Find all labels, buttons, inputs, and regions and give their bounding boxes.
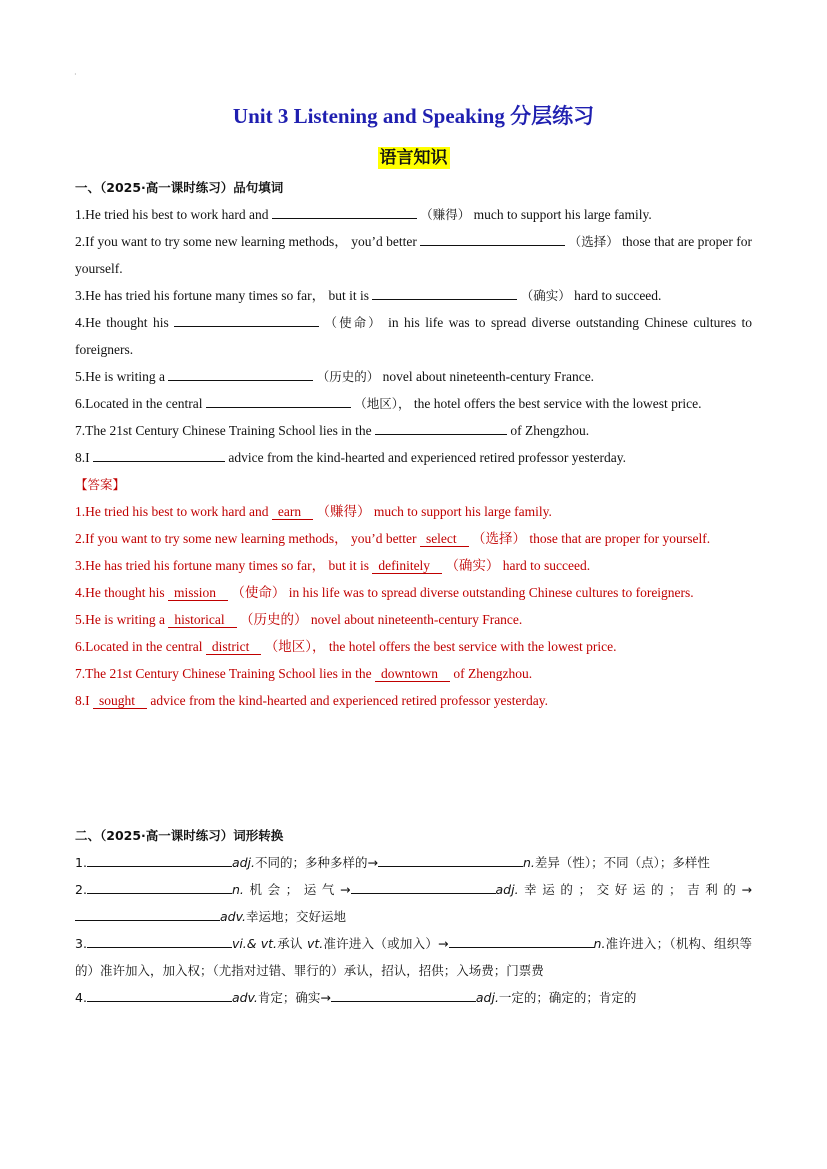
answer-text: （地区）， the hotel offers the best service with the lowest price. xyxy=(261,639,617,654)
section-1-heading: 一、（2025·高一课时练习）品句填词 xyxy=(75,180,284,195)
part-of-speech: n. xyxy=(522,855,535,870)
answer-word: downtown xyxy=(375,667,450,682)
definition: 一定的；确定的；肯定的 xyxy=(498,990,637,1005)
definition: 差异（性）；不同（点）；多样性 xyxy=(534,855,710,870)
answer-blank[interactable] xyxy=(372,285,517,300)
answer-word: mission xyxy=(168,586,228,601)
question-text: 7.The 21st Century Chinese Training School lies in the xyxy=(75,423,375,438)
answer-blank[interactable] xyxy=(272,204,417,219)
question-item xyxy=(75,390,752,417)
answer-blank[interactable] xyxy=(75,906,220,921)
question-item xyxy=(75,228,752,282)
answer-text: 2.If you want to try some new learning methods， you’d better xyxy=(75,531,420,546)
item-number: 4. xyxy=(75,990,87,1005)
definition: 不同的；多种多样的→ xyxy=(254,855,378,870)
question-text: in his life was to spread diverse outstanding Chinese cultures to foreigners. xyxy=(75,315,752,357)
page-title: Unit 3 Listening and Speaking 分层练习 xyxy=(232,104,595,128)
part-of-speech: adv. xyxy=(220,909,246,924)
word-form-item xyxy=(75,876,752,930)
answer-text: 4.He thought his xyxy=(75,585,168,600)
answer-word: district xyxy=(206,640,262,655)
answer-blank[interactable] xyxy=(87,852,232,867)
answer-blank[interactable] xyxy=(449,933,594,948)
question-item xyxy=(75,363,752,390)
answer-word: historical xyxy=(168,613,236,628)
part-of-speech: adj. xyxy=(231,855,255,870)
answer-blank[interactable] xyxy=(87,879,232,894)
question-text: 1.He tried his best to work hard and xyxy=(75,207,272,222)
definition: 准许进入（或加入）→ xyxy=(323,936,449,951)
question-text: 3.He has tried his fortune many times so far， but it is xyxy=(75,288,373,303)
question-text: 4.He thought his xyxy=(75,315,175,330)
answer-item xyxy=(75,552,752,579)
answer-text: （使命） in his life was to spread diverse outstanding Chinese cultures to foreigners. xyxy=(228,585,694,600)
question-text: 6.Located in the central xyxy=(75,396,206,411)
definition: 幸运地；交好运地 xyxy=(245,909,346,924)
definition: 肯定；确实→ xyxy=(257,990,331,1005)
subtitle xyxy=(0,143,827,168)
subtitle-highlight: 语言知识 xyxy=(379,148,448,168)
definition: 机会；运气→ xyxy=(243,882,351,897)
answer-text: （确实） hard to succeed. xyxy=(442,558,591,573)
question-item xyxy=(75,444,752,471)
part-of-speech: n. xyxy=(593,936,606,951)
question-text: advice from the kind-hearted and experienced retired professor yesterday. xyxy=(228,450,626,465)
answer-text: （历史的） novel about nineteenth-century France. xyxy=(236,612,523,627)
part-of-speech: n. xyxy=(231,882,244,897)
answer-item xyxy=(75,498,752,525)
question-text: 2.If you want to try some new learning methods， you’d better xyxy=(75,234,421,249)
definition: 幸运的；交好运的；吉利的→ xyxy=(518,882,752,897)
answer-word: definitely xyxy=(372,559,442,574)
part-of-speech: adj. xyxy=(475,990,499,1005)
chinese-hint: （使命） xyxy=(324,315,383,330)
item-number: 2. xyxy=(75,882,87,897)
question-item xyxy=(75,282,752,309)
question-text: hard to succeed. xyxy=(570,288,662,303)
answer-blank[interactable] xyxy=(378,852,523,867)
answer-word: select xyxy=(420,532,469,547)
question-text: 5.He is writing a xyxy=(75,369,169,384)
answer-text: of Zhengzhou. xyxy=(450,666,533,681)
answer-blank[interactable] xyxy=(420,231,565,246)
page-mark: · xyxy=(74,70,77,79)
answer-blank[interactable] xyxy=(87,987,232,1002)
answer-text: 8.I xyxy=(75,693,93,708)
answer-text: 5.He is writing a xyxy=(75,612,169,627)
part-of-speech: vt. xyxy=(306,936,324,951)
answer-blank[interactable] xyxy=(375,420,507,435)
answer-item xyxy=(75,606,752,633)
answer-text: advice from the kind-hearted and experienced retired professor yesterday. xyxy=(147,693,548,708)
part-of-speech: vi.& vt. xyxy=(231,936,278,951)
answer-item xyxy=(75,660,752,687)
chinese-hint: （赚得） xyxy=(420,207,471,222)
chinese-hint: （选择） xyxy=(568,234,619,249)
answer-item xyxy=(75,687,752,714)
question-text: of Zhengzhou. xyxy=(510,423,590,438)
answer-label: 【答案】 xyxy=(75,477,126,492)
section-1 xyxy=(75,174,752,714)
answer-word: earn xyxy=(272,505,313,520)
word-form-item xyxy=(75,930,752,984)
question-item xyxy=(75,309,752,363)
answer-blank[interactable] xyxy=(93,447,225,462)
question-text: much to support his large family. xyxy=(470,207,652,222)
item-number: 3. xyxy=(75,936,87,951)
answer-blank[interactable] xyxy=(174,312,319,327)
word-form-item xyxy=(75,984,752,1011)
part-of-speech: adv. xyxy=(231,990,258,1005)
answer-text: 7.The 21st Century Chinese Training School lies in the xyxy=(75,666,375,681)
answer-item xyxy=(75,579,752,606)
chinese-hint: （历史的） xyxy=(316,369,380,384)
answer-word: sought xyxy=(93,694,147,709)
question-text: the hotel offers the best service with the lowest price. xyxy=(410,396,702,411)
answer-text: 3.He has tried his fortune many times so far， but it is xyxy=(75,558,373,573)
answer-item xyxy=(75,525,752,552)
part-of-speech: adj. xyxy=(495,882,519,897)
answer-blank[interactable] xyxy=(331,987,476,1002)
question-item xyxy=(75,201,752,228)
chinese-hint: （地区）， xyxy=(354,396,411,411)
answer-text: （选择） those that are proper for yourself. xyxy=(468,531,711,546)
section-2-heading: 二、（2025·高一课时练习）词形转换 xyxy=(75,828,284,843)
answer-item xyxy=(75,633,752,660)
section-2 xyxy=(75,822,752,1011)
answer-text: （赚得） much to support his large family. xyxy=(313,504,552,519)
item-number: 1. xyxy=(75,855,87,870)
answer-blank[interactable] xyxy=(351,879,496,894)
definition: 准许进入；（机构、组织等的）准许加入，加入权；（尤指对过错、罪行的）承认，招认，招供；入场费；门票费 xyxy=(75,936,752,978)
chinese-hint: （确实） xyxy=(520,288,571,303)
answer-text: 1.He tried his best to work hard and xyxy=(75,504,272,519)
question-item xyxy=(75,417,752,444)
word-form-item xyxy=(75,849,752,876)
answer-blank[interactable] xyxy=(168,366,313,381)
answer-blank[interactable] xyxy=(87,933,232,948)
answer-text: 6.Located in the central xyxy=(75,639,206,654)
question-text: novel about nineteenth-century France. xyxy=(379,369,595,384)
definition: 承认 xyxy=(277,936,307,951)
answer-blank[interactable] xyxy=(206,393,351,408)
question-text: those that are proper for yourself. xyxy=(75,234,752,276)
question-text: 8.I xyxy=(75,450,93,465)
